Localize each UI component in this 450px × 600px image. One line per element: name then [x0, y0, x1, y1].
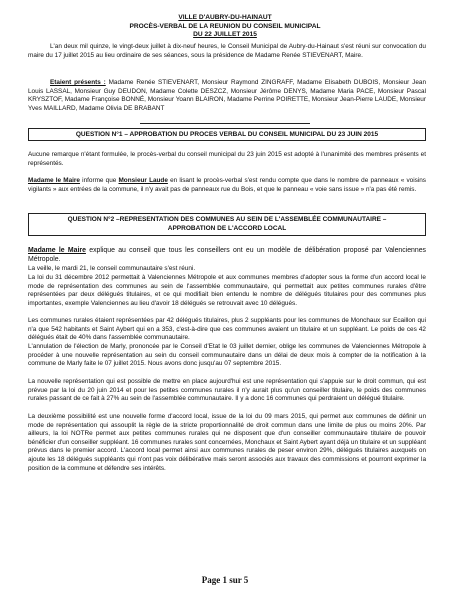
paragraph-law-2012: La loi du 31 décembre 2012 permettait à Valenciennes Métropole et aux communes membres d'adopter sous la forme d'un accord local le mode de représentation des communes au sein de l'assemblée communautaire, qui permettait aux petites communes rurales d'être représentées par deux délégués titulaires, et ce qui modifiait bien entendu le nombre de délégués titulaires pour des communes plus importantes, exemple Valenciennes au lieu d'avoir 18 délégués se retrouvait avec 10 délégués. [28, 274, 426, 307]
paragraph-rural-delegates: Les communes rurales étaient représentées par 42 délégués titulaires, plus 2 suppléants pour les communes de Monchaux sur Ecaillon qui n'a que 542 habitants et Saint Aybert qui en a 353, c'est-à-dire que ces communes avaient un titulaire et un suppléant. Le poids de ces 42 délégués était de 40% dans l'assemblée communautaire. [28, 317, 426, 342]
note-connector: informe que [79, 177, 119, 184]
question-1-title-text: QUESTION N°1 – APPROBATION DU PROCES VERBAL DU CONSEIL MUNICIPAL DU 23 JUIN 2015 [75, 130, 379, 138]
page-number: Page 1 sur 5 [201, 575, 249, 585]
paragraph-new-representation: La nouvelle représentation qui est possible de mettre en place aujourd'hui est une représentation qui s'appuie sur le droit commun, qui est prévue par la loi du 20 juin 2014 et pour les petites communes rurales il n'y aurait plus qu'un conseiller titulaire, le poids des communes rurales passant de ce fait à 27% au sein de l'assemblée communautaire. Il y a donc 16 communes qui perdraient un délégué titulaire. [28, 378, 426, 403]
paragraph-meeting: La veille, le mardi 21, le conseil communautaire s'est réuni. [28, 265, 196, 272]
mayor-label: Madame le Maire [28, 177, 80, 184]
attendees-paragraph [28, 79, 426, 113]
question-2-title-line-2: APPROBATION DE L'ACCORD LOCAL [167, 224, 287, 232]
separator-line [140, 123, 310, 124]
lead-text: explique au conseil que tous les conseillers ont eu un modèle de délibération proposé par Valenciennes Métropole. [28, 247, 426, 263]
attendees-label: Etaient présents : [50, 79, 106, 86]
question-1-title [28, 128, 426, 141]
note-text: en lisant le procès-verbal s'est rendu compte que dans le nombre de panneaux « voisins vigilants » aux entrées de la commune, il n'y avait pas de panneaux rue du Bois, et que le panneau « voie sans issue » n'a pas été remis. [28, 177, 426, 193]
question-2-title [28, 213, 426, 236]
question-1-note [28, 177, 426, 194]
meeting-date: DU 22 JUILLET 2015 [193, 31, 257, 39]
question-1-text: Aucune remarque n'étant formulée, le procès-verbal du conseil municipal du 23 juin 2015 est adopté à l'unanimité des membres présents et représentés. [28, 151, 426, 167]
intro-paragraph [28, 43, 426, 60]
question-2-lead [28, 247, 426, 264]
town-name: VILLE D'AUBRY-DU-HAINAUT [178, 14, 272, 21]
attendees-list: Madame Renée STIEVENART, Monsieur Raymond ZINGRAFF, Madame Elisabeth DUBOIS, Monsieur Jean Louis LASSAL, Monsieur Guy DEUDON, Madame Colette DESZCZ, Monsieur Jérôme DENYS, Madame Maria PACE, Monsieur Pascal KRYSZTOF, Madame Françoise BONNÉ, Monsieur Yoann BLAIRON, Madame Perrine POIRETTE, Monsieur Jean-Pierre LAUDE, Monsieur Yves MAILLARD, Madame Olivia DE BRABANT [28, 79, 427, 112]
paragraph-marly: L'annulation de l'élection de Marly, prononcée par le Conseil d'Etat le 03 juillet dernier, oblige les communes de Valenciennes Métropole à procéder à une nouvelle représentation au sein du conseil communautaire dans un délai de deux mois à compter de la notification à la commune de Marly faite le 07 juillet 2015. Nous avons donc jusqu'au 07 septembre 2015. [28, 343, 426, 368]
councillor-name: Monsieur Laude [118, 177, 168, 184]
question-2-title-line-1: QUESTION N°2 –REPRESENTATION DES COMMUNES AU SEIN DE L'ASSEMBLÉE COMMUNAUTAIRE – [67, 216, 387, 223]
document-title: PROCÈS-VERBAL DE LA REUNION DU CONSEIL MUNICIPAL [129, 22, 321, 30]
intro-text: L'an deux mil quinze, le vingt-deux juillet à dix-neuf heures, le Conseil Municipal de Aubry-du-Hainaut s'est réuni sur convocation du maire du 17 juillet 2015 au lieu ordinaire de ses séances, sous la présidence de Madame Renée STIEVENART, Maire. [28, 43, 426, 59]
paragraph-local-agreement: La deuxième possibilité est une nouvelle forme d'accord local, issue de la loi du 09 mars 2015, qui permet aux communes de définir un mode de représentation qui assouplit la règle de la stricte proportionnalité de droit commun dans une limite de plus ou moins 20%. Par ailleurs, la loi NOTRe permet aux petites communes rurales qui ne disposent que d'un conseiller communautaire titulaire de pouvoir bénéficier d'un conseiller suppléant. 16 communes rurales sont concernées, Monchaux et Saint Aybert ayant déjà un titulaire et un suppléant prévus dans le premier accord. L'accord local permet ainsi aux communes rurales de peser environ 29%, délégués titulaires auxquels on ajoute les 18 délégués suppléants qui n'ont pas voix délibérative mais seront associés aux travaux des commissions et pourront exprimer la position de la commune et défendre ses intérêts. [28, 413, 426, 472]
mayor-label-2: Madame le Maire [28, 247, 86, 254]
document-header [0, 14, 450, 40]
